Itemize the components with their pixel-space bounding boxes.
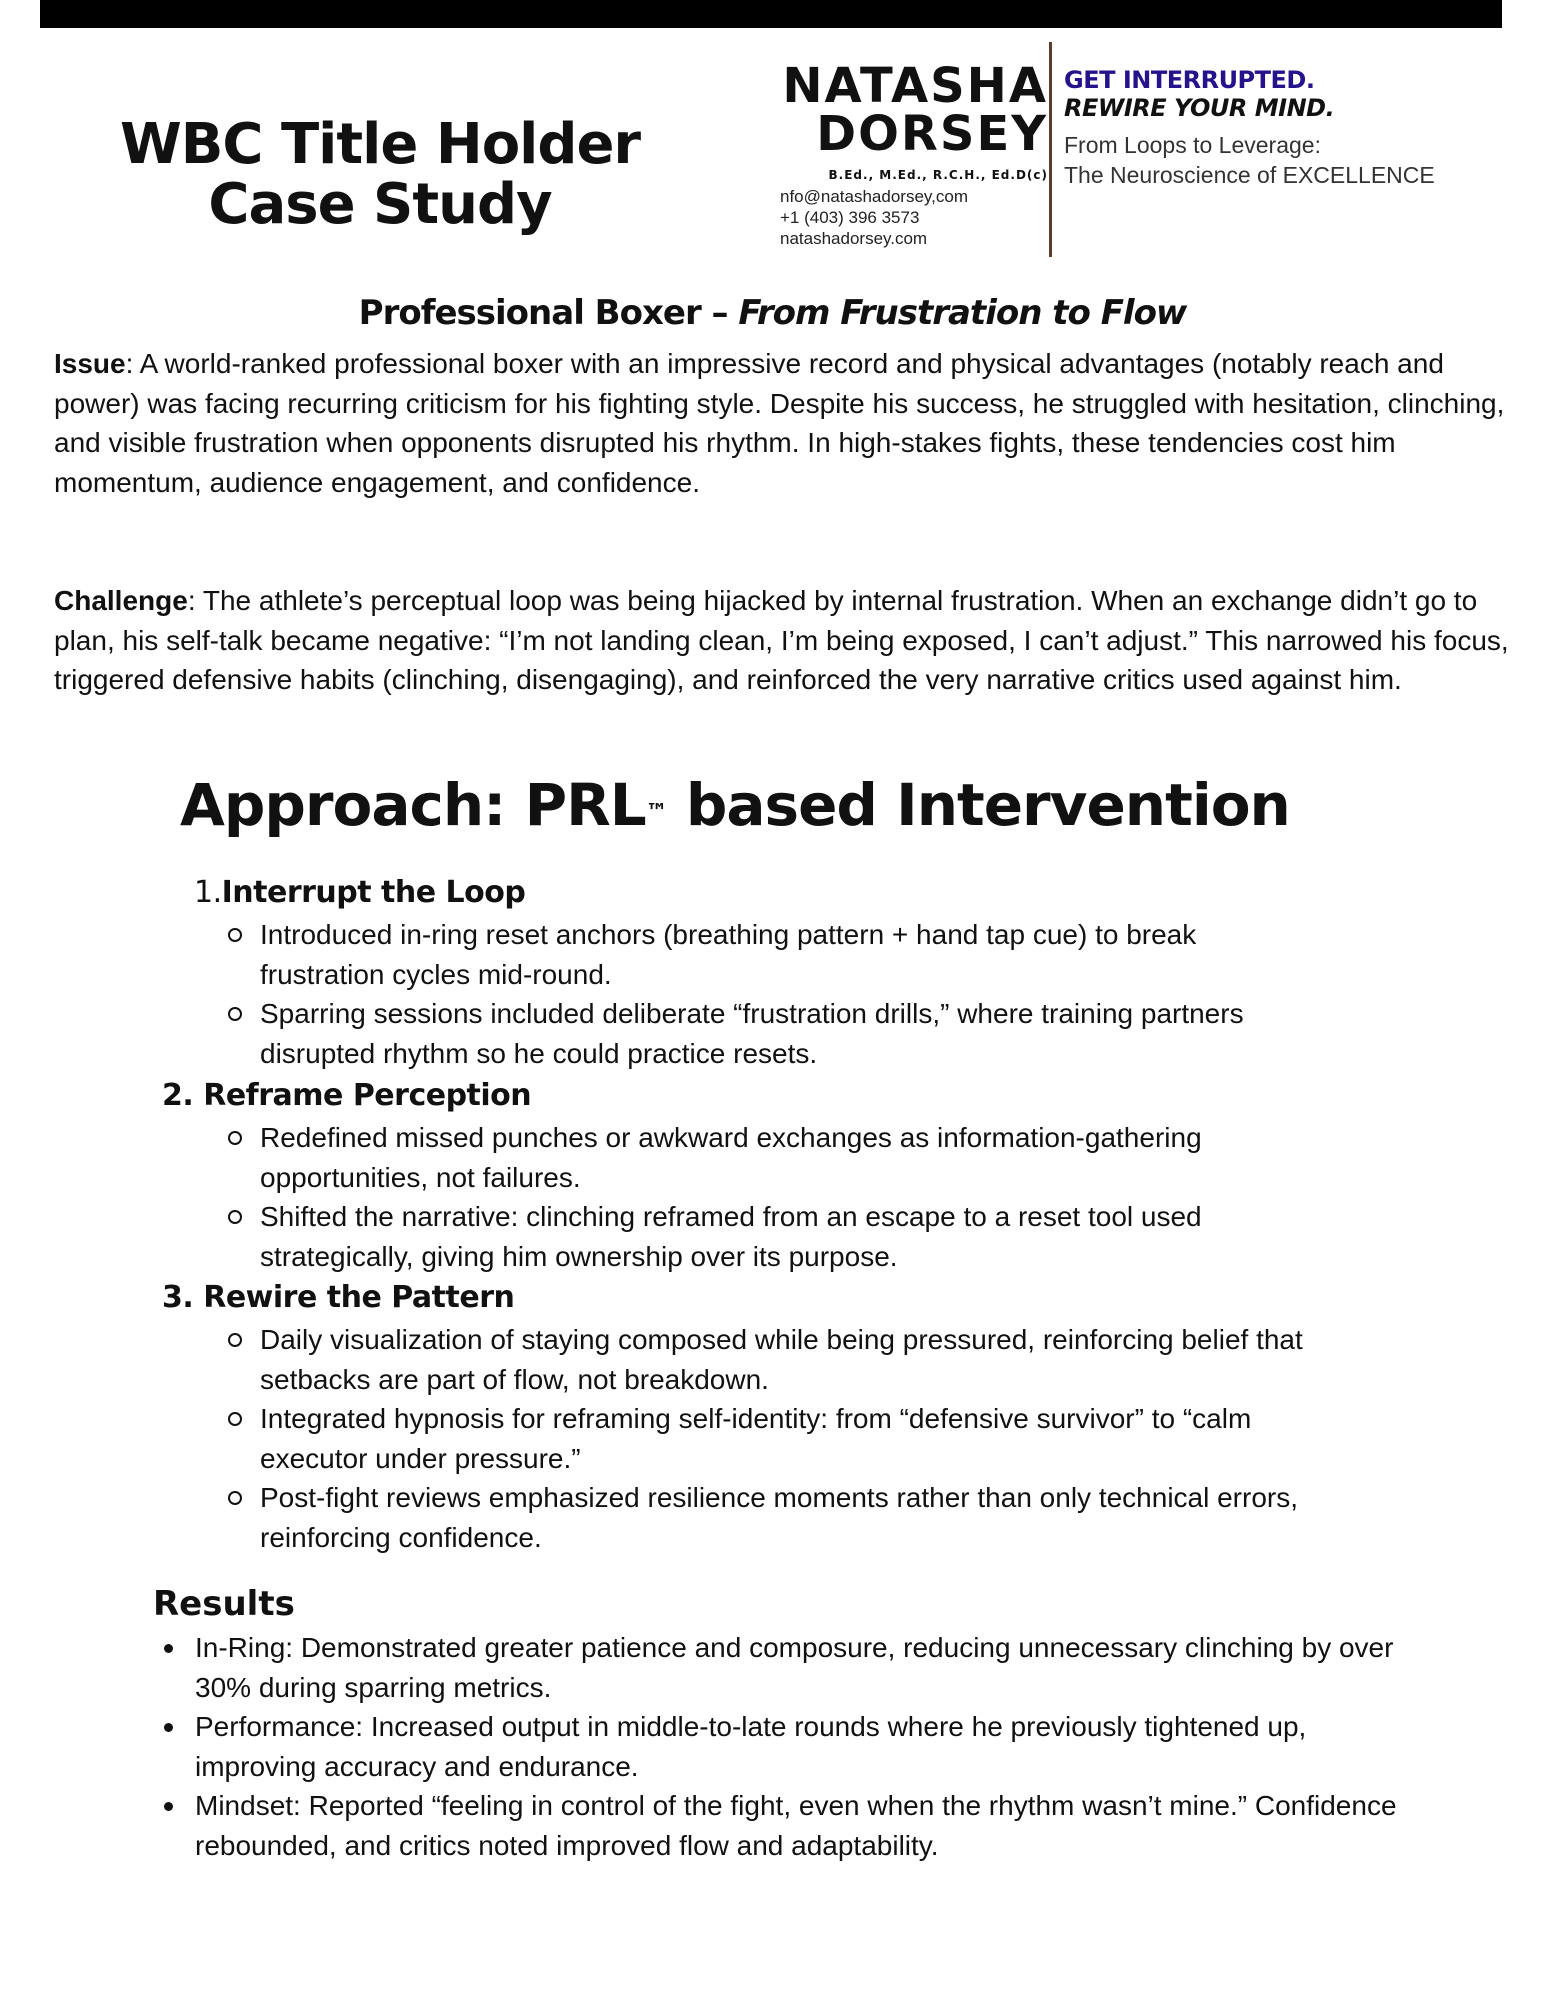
step-3-bullets (228, 1320, 1328, 1557)
brand-name (758, 58, 1048, 162)
brand-last-name: DORSEY (816, 106, 1048, 162)
step-3-heading (162, 1280, 514, 1316)
list-item (162, 1628, 1412, 1707)
subtitle-plain: Professional Boxer – (358, 293, 739, 333)
tagline-line-4: The Neuroscience of EXCELLENCE (1064, 162, 1435, 188)
title-line-2: Case Study (208, 172, 552, 237)
list-item (228, 1399, 1328, 1478)
challenge-label: Challenge (54, 585, 188, 616)
divider-line (1049, 42, 1052, 257)
step-title: Rewire the Pattern (203, 1280, 515, 1315)
results-list (162, 1628, 1412, 1865)
list-item (228, 1197, 1328, 1276)
bullet-text: Redefined missed punches or awkward exchanges as information-gathering opportunities, not failures. (260, 1122, 1202, 1193)
bullet-text: Sparring sessions included deliberate “frustration drills,” where training partners disrupted rhythm so he could practice resets. (260, 998, 1244, 1069)
approach-title-rest: based Intervention (666, 771, 1290, 839)
issue-paragraph (54, 344, 1514, 502)
contact-phone: +1 (403) 396 3573 (780, 208, 920, 227)
step-number: 2. (162, 1078, 194, 1113)
list-item (162, 1786, 1412, 1865)
step-2-bullets (228, 1118, 1328, 1276)
approach-heading (180, 770, 1290, 840)
list-item (228, 1118, 1328, 1197)
top-bar (40, 0, 1502, 28)
subtitle-italic: From Frustration to Flow (738, 293, 1187, 333)
tagline-line-1: GET INTERRUPTED. (1064, 66, 1315, 94)
results-heading: Results (153, 1584, 295, 1624)
circle-bullet-icon (228, 1007, 242, 1021)
contact-info (758, 186, 1048, 249)
brand-credentials: B.Ed., M.Ed., R.C.H., Ed.D(c) (828, 168, 1048, 182)
bullet-text: Integrated hypnosis for reframing self-identity: from “defensive survivor” to “calm executor under pressure.” (260, 1403, 1252, 1474)
tagline-block (1064, 66, 1504, 190)
tagline-line-3: From Loops to Leverage: (1064, 132, 1321, 158)
step-title: Reframe Perception (203, 1078, 532, 1113)
circle-bullet-icon (228, 1210, 242, 1224)
bullet-text: Shifted the narrative: clinching reframed from an escape to a reset tool used strategically, giving him ownership over its purpose. (260, 1201, 1202, 1272)
circle-bullet-icon (228, 928, 242, 942)
step-number: 3. (162, 1280, 194, 1315)
result-text: Performance: Increased output in middle-to-late rounds where he previously tightened up, improving accuracy and endurance. (195, 1711, 1307, 1782)
step-1-heading (194, 875, 525, 911)
circle-bullet-icon (228, 1412, 242, 1426)
step-2-heading (162, 1078, 531, 1114)
trademark-symbol: ™ (645, 800, 667, 825)
contact-email: nfo@natashadorsey,com (780, 187, 968, 206)
step-title: Interrupt the Loop (221, 875, 526, 910)
case-subtitle (0, 293, 1545, 333)
tagline-line-2: REWIRE YOUR MIND. (1064, 94, 1335, 122)
result-text: In-Ring: Demonstrated greater patience and composure, reducing unnecessary clinching by over 30% during sparring metrics. (195, 1632, 1394, 1703)
bullet-text: Post-fight reviews emphasized resilience moments rather than only technical errors, reinforcing confidence. (260, 1482, 1299, 1553)
bullet-dot-icon (164, 1802, 173, 1811)
list-item (228, 1320, 1328, 1399)
circle-bullet-icon (228, 1333, 242, 1347)
bullet-dot-icon (164, 1644, 173, 1653)
list-item (228, 994, 1328, 1073)
circle-bullet-icon (228, 1491, 242, 1505)
bullet-text: Introduced in-ring reset anchors (breathing pattern + hand tap cue) to break frustration cycles mid-round. (260, 919, 1197, 990)
circle-bullet-icon (228, 1131, 242, 1145)
contact-website: natashadorsey.com (780, 229, 928, 248)
step-number: 1. (194, 875, 222, 910)
issue-text: : A world-ranked professional boxer with an impressive record and physical advantages (notably reach and power) was facing recurring criticism for his fighting style. Despite his success, he struggled with hesitation, clinching, and visible frustration when opponents disrupted his rhythm. In high-stakes fights, these tendencies cost him momentum, audience engagement, and confidence. (54, 348, 1505, 498)
page-title (90, 112, 670, 237)
list-item (228, 915, 1328, 994)
approach-title-start: Approach: PRL (180, 771, 646, 839)
brand-block (758, 58, 1048, 249)
bullet-dot-icon (164, 1723, 173, 1732)
issue-label: Issue (54, 348, 126, 379)
brand-first-name: NATASHA (782, 58, 1048, 114)
challenge-text: : The athlete’s perceptual loop was being hijacked by internal frustration. When an exchange didn’t go to plan, his self-talk became negative: “I’m not landing clean, I’m being exposed, I can’t adjust.” This narrowed his focus, triggered defensive habits (clinching, disengaging), and reinforced the very narrative critics used against him. (54, 585, 1509, 695)
challenge-paragraph (54, 581, 1514, 700)
step-1-bullets (228, 915, 1328, 1073)
list-item (228, 1478, 1328, 1557)
title-line-1: WBC Title Holder (119, 112, 641, 177)
result-text: Mindset: Reported “feeling in control of the fight, even when the rhythm wasn’t mine.” Confidence rebounded, and critics noted improved flow and adaptability. (195, 1790, 1397, 1861)
bullet-text: Daily visualization of staying composed while being pressured, reinforcing belief that setbacks are part of flow, not breakdown. (260, 1324, 1303, 1395)
list-item (162, 1707, 1412, 1786)
